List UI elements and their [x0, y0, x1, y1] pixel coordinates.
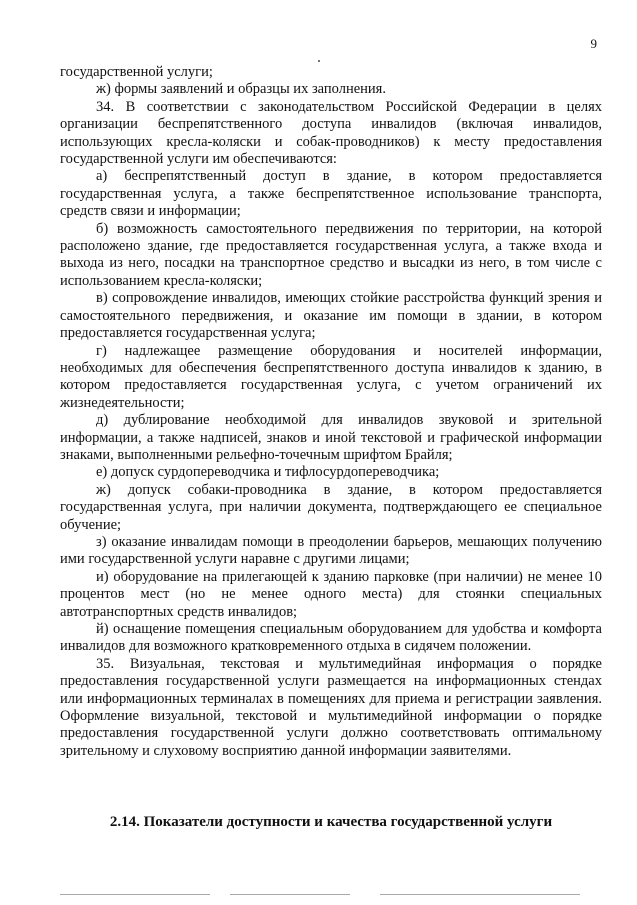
paragraph-continuation: государственной услуги;: [60, 64, 213, 80]
paragraph-item-a: а) беспрепятственный доступ в здание, в котором предоставляется государственная услуга, а также беспрепятственное использование транспорта, средств связи и информации;: [60, 168, 602, 220]
paragraph-item-i: и) оборудование на прилегающей к зданию парковке (при наличии) не менее 10 процентов мест (но не менее одного места) для стоянки специальных автотранспортных средств инвалидов;: [60, 568, 602, 620]
paragraph-item-v: в) сопровождение инвалидов, имеющих стойкие расстройства функций зрения и самостоятельного передвижения, и оказание им помощи в здании, в котором предоставляется государственная услуга;: [60, 290, 602, 342]
footer-rule-right: [380, 894, 580, 895]
paragraph-item-g: г) надлежащее размещение оборудования и носителей информации, необходимых для обеспечения беспрепятственного доступа инвалидов к зданию, в котором предоставляется государственная услуга, с учетом ограничений их жизнедеятельности;: [60, 342, 602, 411]
body-text: [60, 64, 602, 760]
paragraph-item-z: з) оказание инвалидам помощи в преодолении барьеров, мешающих получению ими государственной услуги наравне с другими лицами;: [60, 533, 602, 568]
paragraph-item-b: б) возможность самостоятельного передвижения по территории, на которой расположено здание, где предоставляется государственная услуга, а также входа и выхода из него, посадки на транспортное средство и высадки из него, в том числе с использованием кресла-коляски;: [60, 220, 602, 289]
scan-speck: [318, 60, 320, 62]
paragraph-item-zh-forms: ж) формы заявлений и образцы их заполнения.: [96, 81, 386, 98]
paragraph-item-e: е) допуск сурдопереводчика и тифлосурдопереводчика;: [96, 464, 440, 481]
paragraph-35: 35. Визуальная, текстовая и мультимедийная информация о порядке предоставления государственной услуги размещается на информационных стендах или информационных терминалах в помещениях для приема и регистрации заявления. Оформление визуальной, текстовой и мультимедийной информации о порядке предоставления государственной услуги должно соответствовать оптимальному зрительному и слуховому восприятию данной информации заявителями.: [60, 655, 602, 759]
page-number: 9: [590, 36, 597, 51]
paragraph-34: 34. В соответствии с законодательством Российской Федерации в целях организации беспрепятственного доступа инвалидов (включая инвалидов, использующих кресла-коляски и собак-проводников) к месту предоставления государственной услуги им обеспечиваются:: [60, 98, 602, 168]
footer-rule-left: [60, 894, 210, 895]
paragraph-item-iy: й) оснащение помещения специальным оборудованием для удобства и комфорта инвалидов для возможного кратковременного отдыха в сидячем положении.: [60, 621, 602, 655]
paragraph-item-zh: ж) допуск собаки-проводника в здание, в котором предоставляется государственная услуга, при наличии документа, подтверждающего ее специальное обучение;: [60, 481, 602, 533]
footer-rule-middle: [230, 894, 350, 895]
section-heading: 2.14. Показатели доступности и качества государственной услуги: [109, 814, 553, 830]
paragraph-item-d: д) дублирование необходимой для инвалидов звуковой и зрительной информации, а также надписей, знаков и иной текстовой и графической информации знаками, выполненными рельефно-точечным шрифтом Брайля;: [60, 412, 602, 463]
